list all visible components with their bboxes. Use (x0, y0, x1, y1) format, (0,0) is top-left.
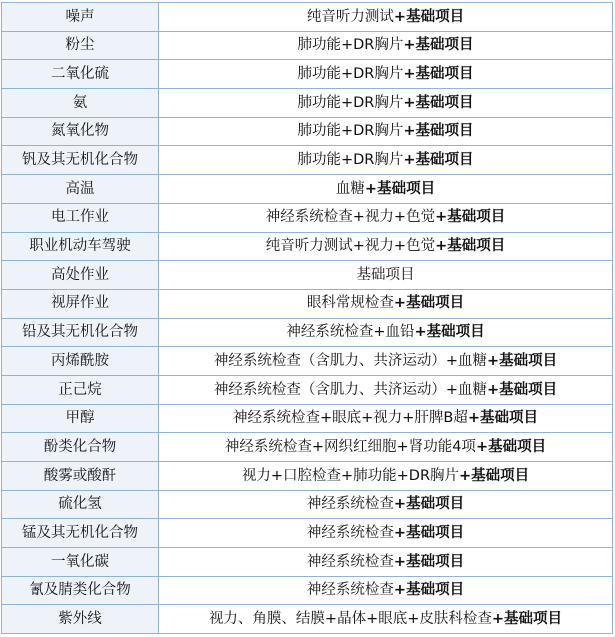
table-row (2, 3, 613, 32)
exam-items-table (1, 2, 613, 634)
exam-items-text: 视力+口腔检查+肺功能+DR胸片 (241, 467, 460, 484)
exam-items-cell (159, 375, 613, 404)
hazard-factor-cell: 铅及其无机化合物 (2, 318, 159, 347)
hazard-factor-cell: 高温 (2, 175, 159, 204)
base-items-text: +基础项目 (403, 123, 474, 140)
base-items-text: +基础项目 (414, 324, 485, 341)
hazard-factor-cell: 氰及腈类化合物 (2, 576, 159, 605)
exam-items-text: 神经系统检查（含肌力、共济运动）+血糖 (213, 381, 487, 398)
exam-items-text: 血糖 (335, 180, 365, 197)
hazard-factor-cell: 锰及其无机化合物 (2, 519, 159, 548)
exam-items-text: 肺功能+DR胸片 (297, 65, 404, 82)
exam-items-cell (159, 117, 613, 146)
table-row (2, 519, 613, 548)
hazard-factor-cell: 电工作业 (2, 203, 159, 232)
exam-items-cell (159, 519, 613, 548)
exam-items-text: 神经系统检查+网织红细胞+肾功能4项 (224, 438, 476, 455)
hazard-factor-cell: 氮氧化物 (2, 117, 159, 146)
hazard-factor-cell: 酚类化合物 (2, 433, 159, 462)
exam-items-cell (159, 605, 613, 634)
base-items-text: +基础项目 (491, 611, 563, 628)
exam-items-cell (159, 404, 613, 433)
base-items-text: +基础项目 (393, 553, 465, 570)
base-items-text: +基础项目 (467, 410, 539, 427)
exam-items-cell (159, 146, 613, 175)
hazard-factor-cell: 一氧化碳 (2, 548, 159, 577)
base-items-text: +基础项目 (403, 37, 474, 54)
table-row (2, 117, 613, 146)
exam-items-cell (159, 232, 613, 261)
exam-items-cell (159, 347, 613, 376)
exam-items-text: 肺功能+DR胸片 (297, 152, 404, 169)
table-row (2, 146, 613, 175)
exam-items-text: 纯音听力测试 (306, 8, 394, 25)
base-items-text: +基础项目 (435, 238, 506, 255)
exam-items-text: 纯音听力测试+视力+色觉 (265, 238, 436, 255)
hazard-factor-cell: 硫化氢 (2, 490, 159, 519)
table-row (2, 433, 613, 462)
table-row (2, 404, 613, 433)
exam-items-text: 神经系统检查 (306, 582, 394, 599)
table-row (2, 60, 613, 89)
base-items-text: +基础项目 (364, 180, 436, 197)
exam-items-text: 神经系统检查 (306, 524, 394, 541)
exam-items-cell (159, 203, 613, 232)
table-row (2, 261, 613, 290)
table-row (2, 89, 613, 118)
hazard-factor-cell: 酸雾或酸酐 (2, 462, 159, 491)
exam-items-text: 肺功能+DR胸片 (297, 37, 404, 54)
hazard-factor-cell: 紫外线 (2, 605, 159, 634)
exam-items-cell (159, 318, 613, 347)
hazard-factor-cell: 粉尘 (2, 31, 159, 60)
hazard-factor-cell: 二氧化硫 (2, 60, 159, 89)
base-items-text: +基础项目 (475, 438, 547, 455)
table-row (2, 605, 613, 634)
base-items-text: +基础项目 (393, 582, 465, 599)
hazard-factor-cell: 钒及其无机化合物 (2, 146, 159, 175)
exam-items-cell (159, 31, 613, 60)
table-row (2, 175, 613, 204)
exam-items-cell (159, 462, 613, 491)
base-items-text: +基础项目 (403, 152, 474, 169)
exam-items-cell (159, 261, 613, 290)
hazard-factor-cell: 丙烯酰胺 (2, 347, 159, 376)
exam-items-cell (159, 3, 613, 32)
exam-items-text: 神经系统检查 (306, 496, 394, 513)
exam-items-text: 眼科常规检查 (306, 295, 394, 312)
base-items-text: +基础项目 (393, 496, 465, 513)
exam-items-cell (159, 433, 613, 462)
table-row (2, 289, 613, 318)
exam-items-text: 肺功能+DR胸片 (297, 123, 404, 140)
exam-items-text: 神经系统检查+视力+色觉 (265, 209, 436, 226)
hazard-factor-cell: 甲醇 (2, 404, 159, 433)
table-row (2, 576, 613, 605)
exam-items-cell (159, 490, 613, 519)
page (0, 2, 615, 637)
exam-items-text: 神经系统检查 (306, 553, 394, 570)
exam-items-text: 神经系统检查+眼底+视力+肝脾B超 (232, 410, 468, 427)
hazard-factor-cell: 视屏作业 (2, 289, 159, 318)
table-row (2, 318, 613, 347)
base-items-text: +基础项目 (393, 295, 465, 312)
base-items-text: +基础项目 (403, 65, 474, 82)
exam-items-cell (159, 175, 613, 204)
table-row (2, 548, 613, 577)
hazard-factor-cell: 噪声 (2, 3, 159, 32)
base-items-text: +基础项目 (435, 209, 506, 226)
exam-items-text: 神经系统检查（含肌力、共济运动）+血糖 (213, 352, 487, 369)
base-items-text: +基础项目 (403, 94, 474, 111)
hazard-factor-cell: 高处作业 (2, 261, 159, 290)
table-row (2, 375, 613, 404)
exam-items-cell (159, 289, 613, 318)
exam-items-cell (159, 576, 613, 605)
exam-items-text: 基础项目 (356, 266, 415, 283)
table-row (2, 203, 613, 232)
exam-items-cell (159, 60, 613, 89)
base-items-text: +基础项目 (393, 8, 465, 25)
hazard-factor-cell: 氨 (2, 89, 159, 118)
table-body (2, 3, 613, 634)
base-items-text: +基础项目 (487, 352, 558, 369)
base-items-text: +基础项目 (459, 467, 530, 484)
table-row (2, 347, 613, 376)
exam-items-cell (159, 89, 613, 118)
exam-items-text: 肺功能+DR胸片 (297, 94, 404, 111)
table-row (2, 232, 613, 261)
base-items-text: +基础项目 (393, 524, 465, 541)
exam-items-text: 视力、角膜、结膜+晶体+眼底+皮肤科检查 (208, 611, 492, 628)
table-row (2, 31, 613, 60)
base-items-text: +基础项目 (487, 381, 558, 398)
hazard-factor-cell: 职业机动车驾驶 (2, 232, 159, 261)
table-row (2, 462, 613, 491)
exam-items-cell (159, 548, 613, 577)
hazard-factor-cell: 正己烷 (2, 375, 159, 404)
table-row (2, 490, 613, 519)
exam-items-text: 神经系统检查+血铅 (286, 324, 415, 341)
